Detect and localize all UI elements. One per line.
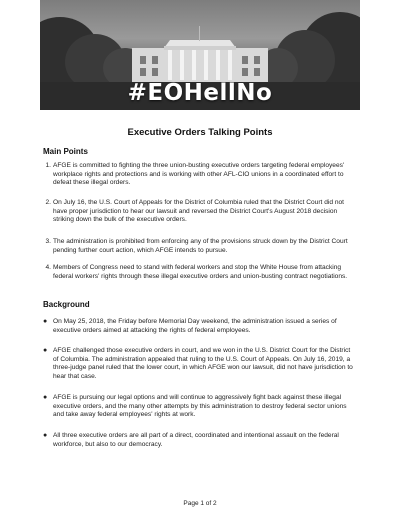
hashtag-banner-text: #EOHellNo <box>127 80 273 106</box>
background-point-text: AFGE challenged those executive orders in court, and we won in the U.S. District Court for the District of Columbia. The administration appealed that ruling to the U.S. Court of Appeals. On July 16, 2019, a three-judge panel ruled that the lower court, in which AFGE won our lawsuit, did not have jurisdiction to hear that case. <box>53 347 353 380</box>
bullet-icon: ● <box>43 347 48 354</box>
main-point-text: Members of Congress need to stand with federal workers and stop the White House from attacking federal workers' rights through these illegal executive orders and union-busting contract negotiations. <box>53 264 348 280</box>
main-points-heading: Main Points <box>43 147 88 156</box>
background-point-item <box>43 347 353 381</box>
background-heading: Background <box>43 300 90 309</box>
background-point-item <box>43 432 353 449</box>
bullet-icon: ● <box>43 432 48 439</box>
background-point-text: On May 25, 2018, the Friday before Memorial Day weekend, the administration issued a series of executive orders aimed at attacking the rights of federal employees. <box>53 318 337 334</box>
document-title: Executive Orders Talking Points <box>127 127 273 138</box>
background-point-text: All three executive orders are all part of a direct, coordinated and intentional assault on the federal workforce, but also to our democracy. <box>53 432 339 448</box>
bullet-icon: ● <box>43 318 48 325</box>
bullet-icon: ● <box>43 394 48 401</box>
background-point-item <box>43 318 353 335</box>
white-house-banner <box>40 0 360 110</box>
list-number: 1. <box>45 162 51 169</box>
page-number: Page 1 of 2 <box>183 500 217 507</box>
main-point-item <box>45 162 353 188</box>
main-point-text: AFGE is committed to fighting the three union-busting executive orders targeting federal employees' workplace rights and protections and is working with other AFL-CIO unions in a coordinated effort to defeat these illegal orders. <box>53 162 345 187</box>
background-point-text: AFGE is pursuing our legal options and will continue to aggressively fight back against these illegal executive orders, and the many other attempts by this administration to destroy federal sector unions and take away federal employees' rights at work. <box>53 394 347 419</box>
main-point-item <box>45 199 353 225</box>
main-point-text: On July 16, the U.S. Court of Appeals for the District of Columbia ruled that the District Court did not have proper jurisdiction to hear our lawsuit and reversed the District Court's August 2018 decision striking down the bulk of the executive orders. <box>53 199 344 224</box>
list-number: 2. <box>45 199 51 206</box>
main-point-text: The administration is prohibited from enforcing any of the provisions struck down by the District Court pending further court action, which AFGE intends to pursue. <box>53 238 348 254</box>
background-point-item <box>43 394 353 420</box>
main-point-item <box>45 264 353 281</box>
list-number: 4. <box>45 264 51 271</box>
main-point-item <box>45 238 353 255</box>
list-number: 3. <box>45 238 51 245</box>
